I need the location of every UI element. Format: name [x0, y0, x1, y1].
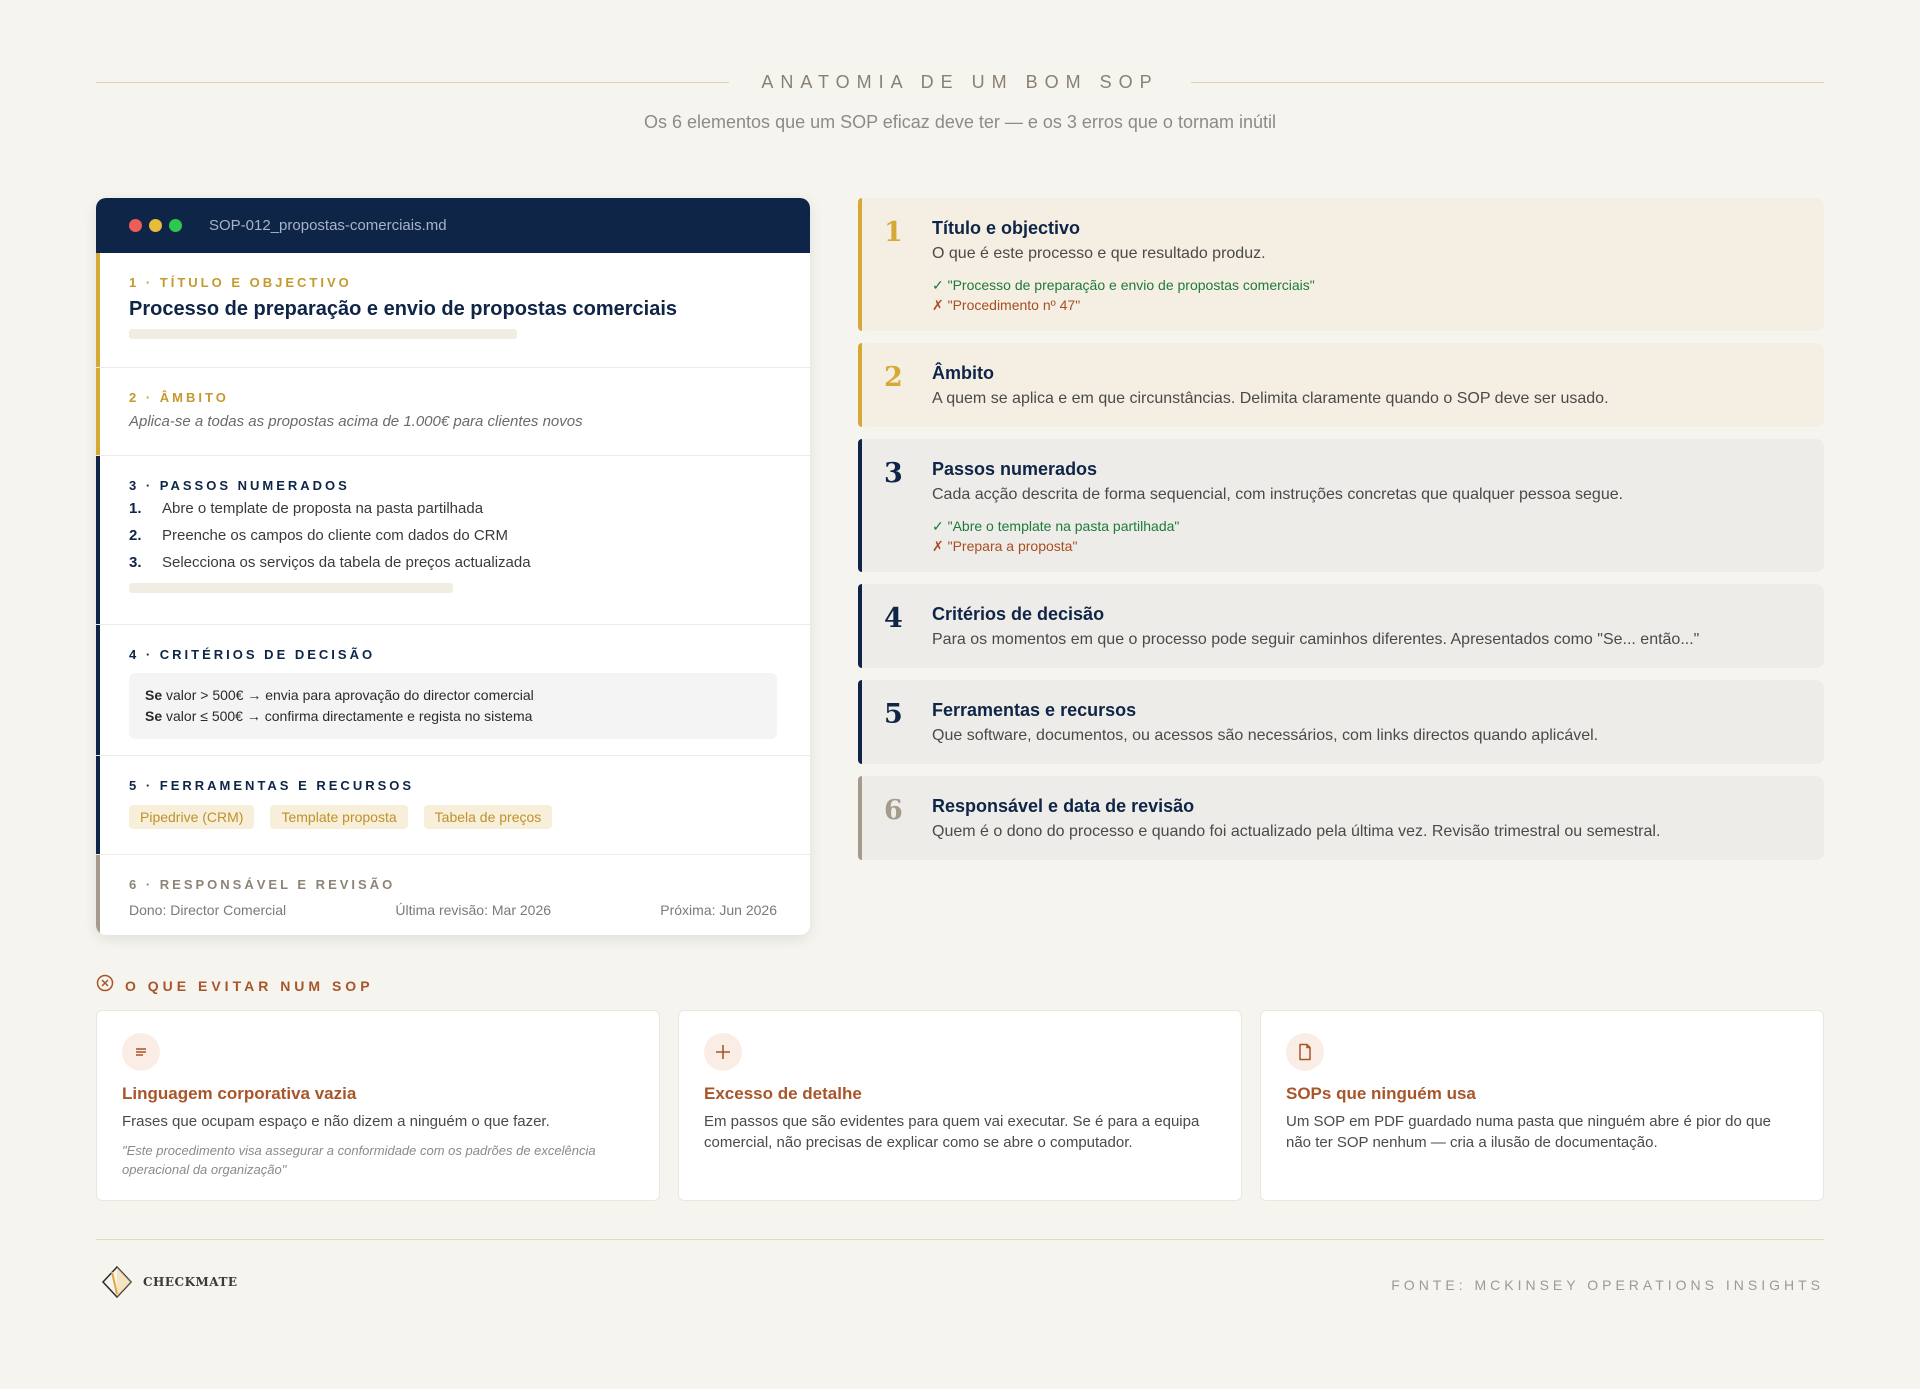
section-label: 2 · ÂMBITO	[129, 390, 229, 405]
avoid-description: Em passos que são evidentes para quem vai executar. Se é para a equipa comercial, não precisas de explicar como se abre o computador.	[704, 1113, 1200, 1151]
element-card-6	[858, 776, 1824, 860]
card-description: A quem se aplica e em que circunstâncias. Delimita claramente quando o SOP deve ser usado.	[932, 390, 1609, 407]
checkmate-logo	[100, 1264, 238, 1300]
footer-divider	[96, 1239, 1824, 1240]
owner-text: Dono: Director Comercial	[129, 902, 287, 918]
element-card-1	[858, 198, 1824, 331]
lines-icon	[122, 1033, 160, 1071]
step-number: 2.	[129, 527, 142, 544]
page-title: ANATOMIA DE UM BOM SOP	[761, 72, 1159, 92]
sop-document-window	[96, 198, 810, 935]
page-header	[96, 72, 1824, 133]
card-number: 3	[884, 458, 903, 489]
card-title: Critérios de decisão	[932, 604, 1105, 624]
avoid-heading	[96, 974, 374, 997]
close-circle-icon	[96, 974, 114, 997]
avoid-title: Excesso de detalhe	[704, 1084, 862, 1103]
rule-keyword: Se	[145, 687, 163, 703]
section-owner-review	[96, 855, 810, 935]
card-description: Quem é o dono do processo e quando foi actualizado pela última vez. Revisão trimestral ou semestral.	[932, 823, 1661, 840]
plus-icon	[704, 1033, 742, 1071]
section-decision-criteria	[96, 625, 810, 756]
page-subtitle: Os 6 elementos que um SOP eficaz deve ter — e os 3 erros que o tornam inútil	[644, 112, 1276, 132]
avoid-cards	[96, 1010, 1824, 1201]
step-item	[129, 554, 777, 571]
section-label: 4 · CRITÉRIOS DE DECISÃO	[129, 647, 376, 662]
tool-tag[interactable]: Tabela de preços	[424, 805, 553, 829]
step-text: Preenche os campos do cliente com dados do CRM	[162, 527, 509, 544]
decision-box	[129, 673, 777, 739]
elements-list	[858, 198, 1824, 872]
step-number: 1.	[129, 500, 142, 517]
element-card-2	[858, 343, 1824, 427]
avoid-quote: "Este procedimento visa assegurar a conformidade com os padrões de excelência operacional da organização"	[122, 1143, 596, 1177]
avoid-description: Frases que ocupam espaço e não dizem a ninguém o que fazer.	[122, 1113, 550, 1130]
card-number: 1	[884, 217, 903, 248]
rule-text: valor > 500€ → envia para aprovação do director comercial	[162, 687, 534, 703]
sop-heading: Processo de preparação e envio de propostas comerciais	[129, 298, 678, 320]
card-title: Título e objectivo	[932, 218, 1081, 238]
card-number: 4	[884, 603, 903, 634]
last-review-text: Última revisão: Mar 2026	[395, 902, 552, 918]
scope-text: Aplica-se a todas as propostas acima de 1.000€ para clientes novos	[129, 413, 583, 430]
card-title: Responsável e data de revisão	[932, 796, 1195, 816]
section-label: 3 · PASSOS NUMERADOS	[129, 478, 350, 493]
tool-tag[interactable]: Template proposta	[270, 805, 407, 829]
placeholder-line	[129, 583, 453, 593]
avoid-card	[1260, 1010, 1824, 1201]
avoid-title: Linguagem corporativa vazia	[122, 1084, 357, 1103]
good-example: ✓ "Processo de preparação e envio de propostas comerciais"	[932, 277, 1315, 293]
element-card-5	[858, 680, 1824, 764]
avoid-title: SOPs que ninguém usa	[1286, 1084, 1476, 1103]
avoid-heading-text: O QUE EVITAR NUM SOP	[125, 977, 374, 994]
avoid-card	[678, 1010, 1242, 1201]
maximize-dot-icon[interactable]	[169, 219, 182, 232]
tool-tag[interactable]: Pipedrive (CRM)	[129, 805, 254, 829]
card-description: O que é este processo e que resultado produz.	[932, 245, 1266, 262]
step-number: 3.	[129, 554, 142, 571]
step-item	[129, 500, 777, 517]
bad-example: ✗ "Procedimento nº 47"	[932, 297, 1081, 313]
section-title-objective	[96, 253, 810, 368]
bad-example: ✗ "Prepara a proposta"	[932, 538, 1078, 554]
card-title: Passos numerados	[932, 459, 1098, 479]
card-title: Ferramentas e recursos	[932, 700, 1137, 720]
step-text: Selecciona os serviços da tabela de preços actualizada	[162, 554, 531, 571]
card-number: 2	[884, 362, 903, 393]
document-icon	[1286, 1033, 1324, 1071]
logo-text: CHECKMATE	[143, 1275, 238, 1289]
avoid-card	[96, 1010, 660, 1201]
decision-rule	[145, 706, 761, 727]
card-title: Âmbito	[932, 363, 994, 383]
title-rule-left	[96, 82, 729, 83]
section-steps	[96, 456, 810, 625]
card-description: Para os momentos em que o processo pode seguir caminhos diferentes. Apresentados como "Se... então..."	[932, 631, 1700, 648]
rule-text: valor ≤ 500€ → confirma directamente e regista no sistema	[162, 708, 533, 724]
card-description: Que software, documentos, ou acessos são necessários, com links directos quando aplicável.	[932, 727, 1599, 744]
card-description: Cada acção descrita de forma sequencial, com instruções concretas que qualquer pessoa segue.	[932, 486, 1624, 503]
element-card-4	[858, 584, 1824, 668]
next-review-text: Próxima: Jun 2026	[660, 902, 777, 918]
good-example: ✓ "Abre o template na pasta partilhada"	[932, 518, 1180, 534]
element-card-3	[858, 439, 1824, 572]
placeholder-line	[129, 329, 517, 339]
card-number: 5	[884, 699, 903, 730]
rule-keyword: Se	[145, 708, 163, 724]
title-rule-right	[1191, 82, 1824, 83]
section-label: 1 · TÍTULO E OBJECTIVO	[129, 275, 352, 290]
minimize-dot-icon[interactable]	[149, 219, 162, 232]
close-dot-icon[interactable]	[129, 219, 142, 232]
card-number: 6	[884, 795, 903, 826]
decision-rule	[145, 685, 761, 706]
section-label: 6 · RESPONSÁVEL E REVISÃO	[129, 877, 396, 892]
step-item	[129, 527, 777, 544]
checkmate-logo-mark	[100, 1264, 134, 1300]
avoid-description: Um SOP em PDF guardado numa pasta que ninguém abre é pior do que não ter SOP nenhum — cria a ilusão de documentação.	[1286, 1113, 1772, 1151]
window-filename: SOP-012_propostas-comerciais.md	[209, 217, 447, 234]
window-title-bar	[96, 198, 810, 253]
source-credit: FONTE: MCKINSEY OPERATIONS INSIGHTS	[1391, 1277, 1824, 1293]
section-scope	[96, 368, 810, 456]
section-tools	[96, 756, 810, 855]
section-label: 5 · FERRAMENTAS E RECURSOS	[129, 778, 415, 793]
step-text: Abre o template de proposta na pasta partilhada	[162, 500, 484, 517]
